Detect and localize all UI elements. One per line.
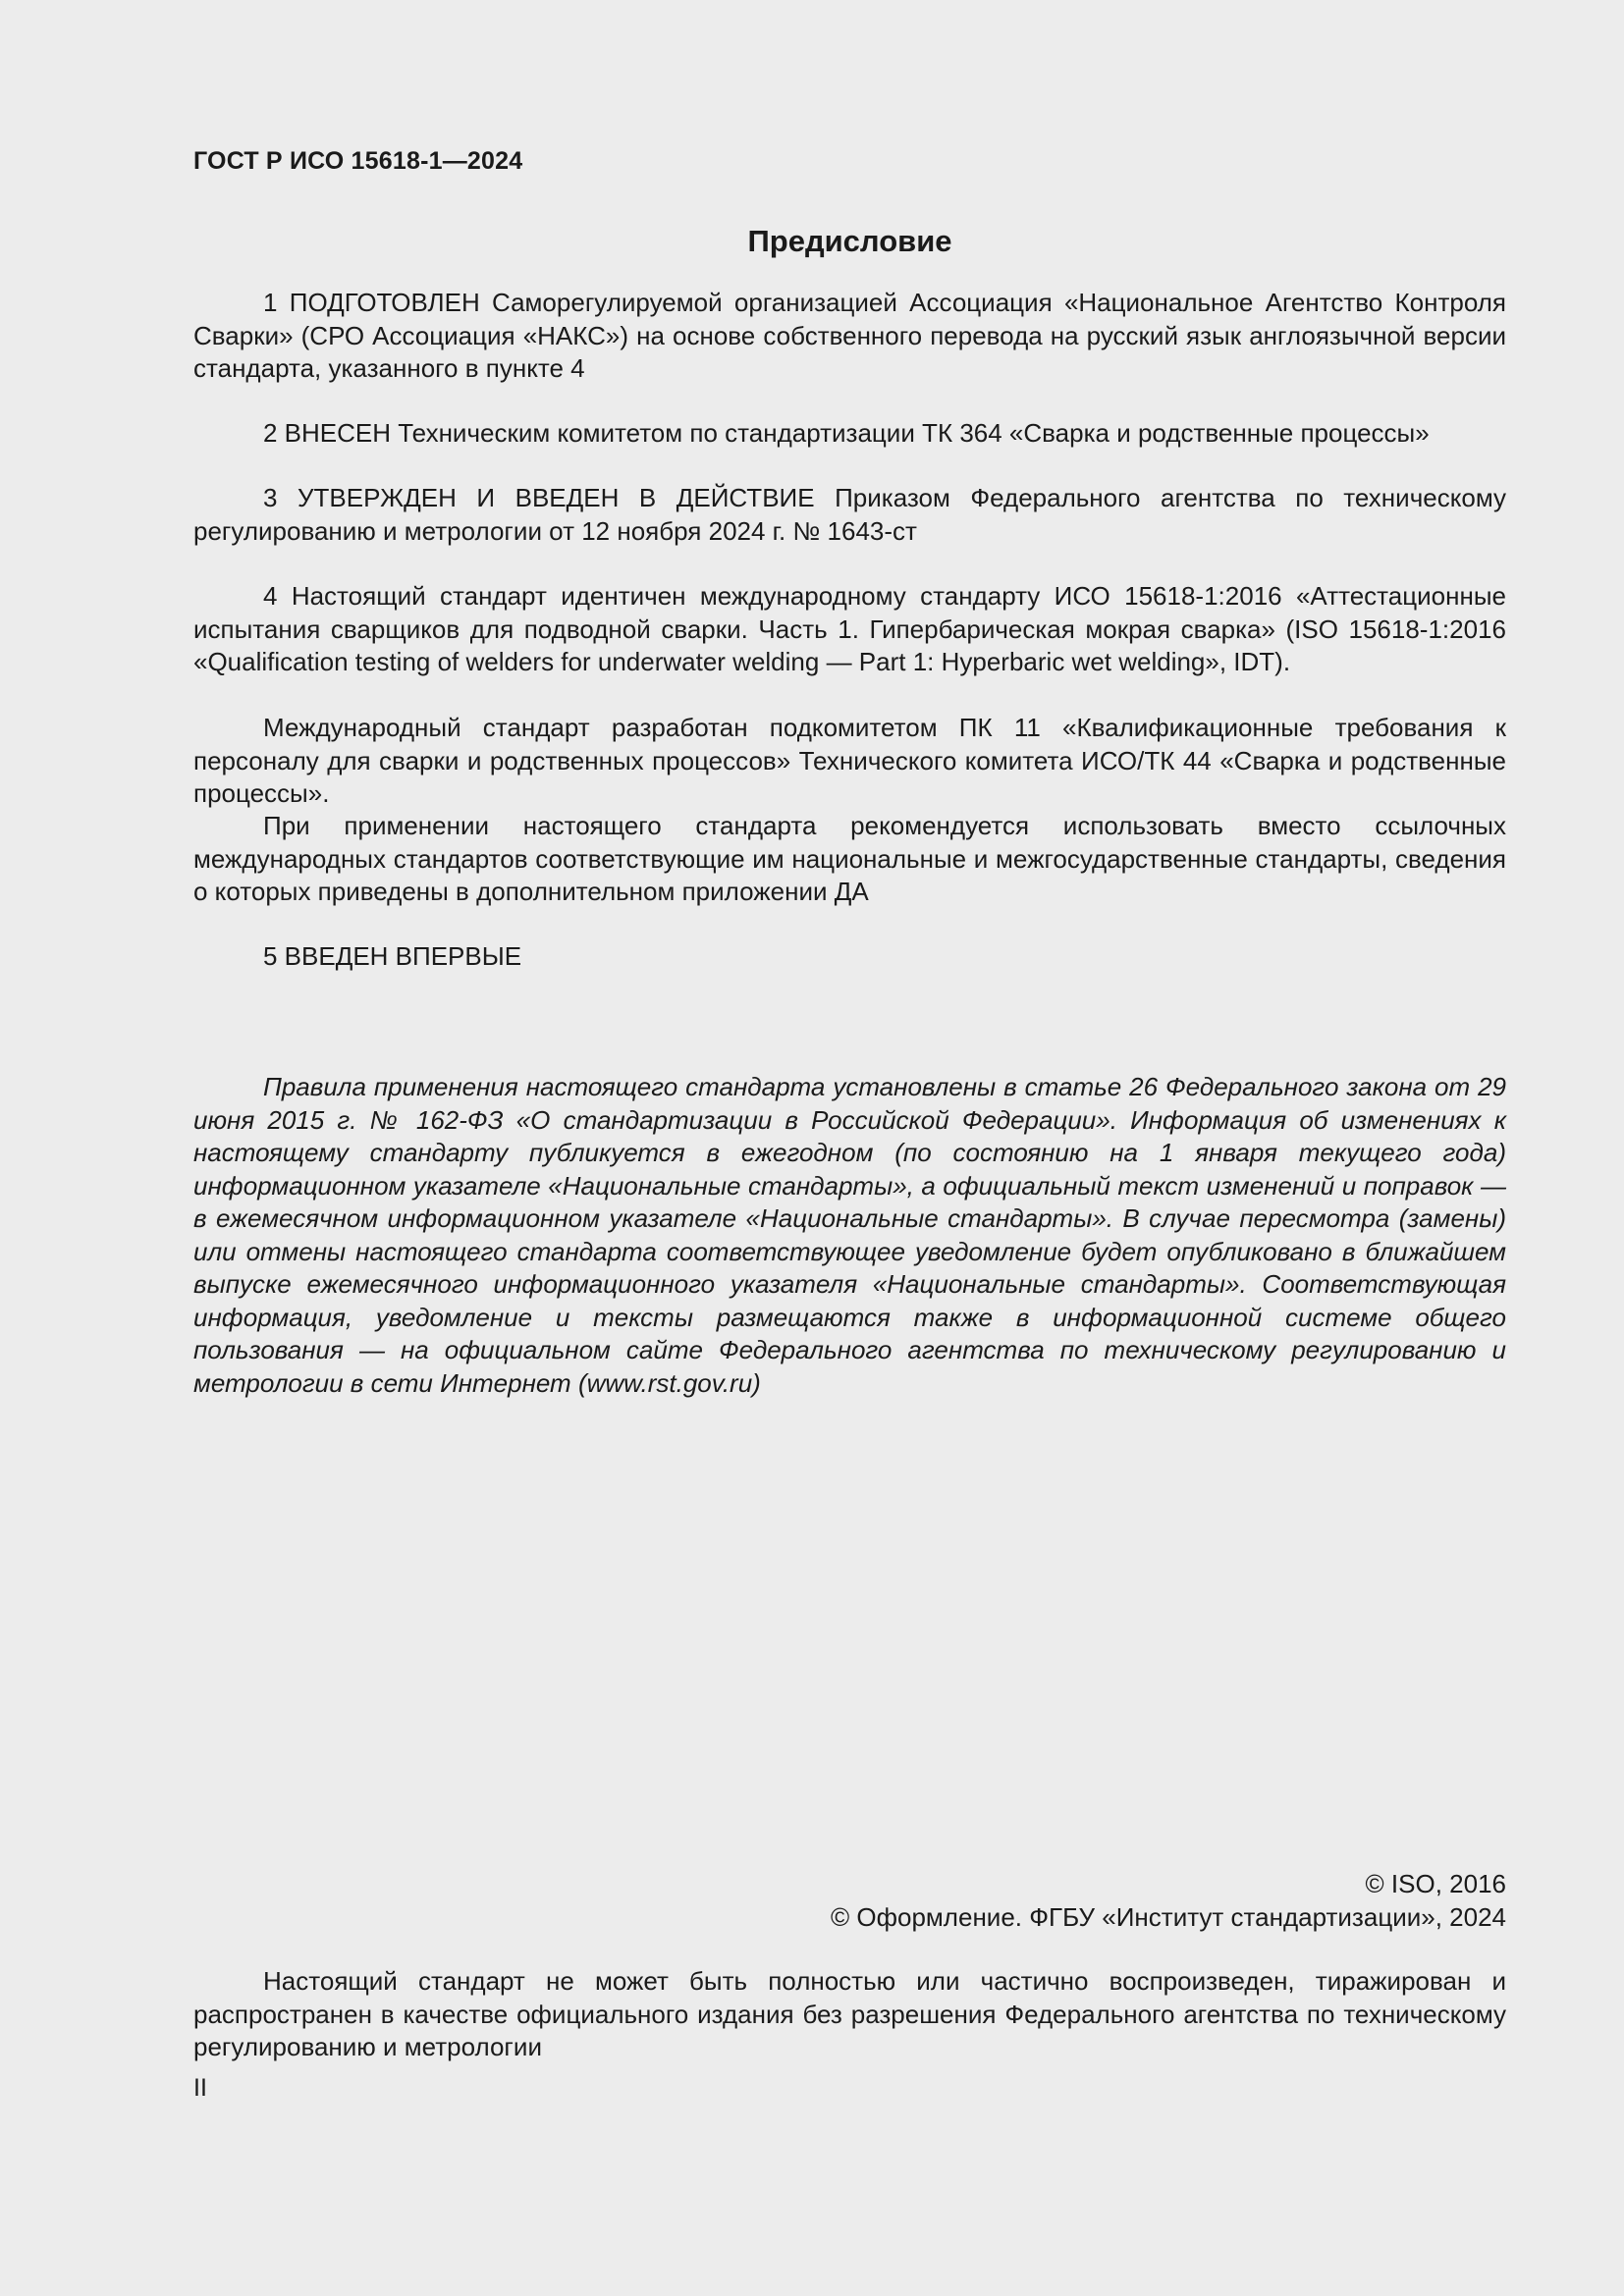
foreword-item-5: 5 ВВЕДЕН ВПЕРВЫЕ — [263, 941, 522, 971]
foreword-item-3: 3 УТВЕРЖДЕН И ВВЕДЕН В ДЕЙСТВИЕ Приказом Федерального агентства по техническому регулированию и метрологии от 12 ноября 2024 г. № 1643-ст — [193, 483, 1506, 546]
page-number: II — [193, 2074, 207, 2102]
document-page — [193, 0, 1506, 2296]
foreword-item-1: 1 ПОДГОТОВЛЕН Саморегулируемой организацией Ассоциация «Национальное Агентство Контроля Сварки» (СРО Ассоциация «НАКС») на основе собственного перевода на русский язык англоязычной версии стандарта, указанного в пункте 4 — [193, 288, 1506, 383]
foreword-item-2: 2 ВНЕСЕН Техническим комитетом по стандартизации ТК 364 «Сварка и родственные процессы» — [263, 418, 1430, 448]
foreword-item-4: 4 Настоящий стандарт идентичен международному стандарту ИСО 15618-1:2016 «Аттестационные испытания сварщиков для подводной сварки. Часть 1. Гипербарическая мокрая сварка» (ISO 15618-1:2016 «Qualification testing of welders for underwater welding — Part 1: Hyperbaric wet welding», IDT). — [193, 581, 1506, 676]
page-title: Предисловие — [747, 224, 952, 258]
copyright-iso: © ISO, 2016 — [1365, 1869, 1506, 1898]
document-code-header: ГОСТ Р ИСО 15618-1—2024 — [193, 147, 523, 175]
foreword-item-4-paragraph-2: Международный стандарт разработан подкомитетом ПК 11 «Квалификационные требования к персоналу для сварки и родственных процессов» Технического комитета ИСО/ТК 44 «Сварка и родственные процессы». — [193, 713, 1506, 808]
reproduction-notice: Настоящий стандарт не может быть полностью или частично воспроизведен, тиражирован и распространен в качестве официального издания без разрешения Федерального агентства по техническому регулированию и метрологии — [193, 1966, 1506, 2061]
copyright-design: © Оформление. ФГБУ «Институт стандартизации», 2024 — [831, 1902, 1506, 1932]
application-rules-notice: Правила применения настоящего стандарта установлены в статье 26 Федерального закона от 29 июня 2015 г. № 162-ФЗ «О стандартизации в Российской Федерации». Информация об изменениях к настоящему стандарту публикуется в ежегодном (по состоянию на 1 января текущего года) информационном указателе «Национальные стандарты», а официальный текст изменений и поправок — в ежемесячном информационном указателе «Национальные стандарты». В случае пересмотра (замены) или отмены настоящего стандарта соответствующее уведомление будет опубликовано в ближайшем выпуске ежемесячного информационного указателя «Национальные стандарты». Соответствующая информация, уведомление и тексты размещаются также в информационной системе общего пользования — на официальном сайте Федерального агентства по техническому регулированию и метрологии в сети Интернет (www.rst.gov.ru) — [193, 1072, 1506, 1398]
foreword-item-4-paragraph-3: При применении настоящего стандарта рекомендуется использовать вместо ссылочных международных стандартов соответствующие им национальные и межгосударственные стандарты, сведения о которых приведены в дополнительном приложении ДА — [193, 811, 1506, 906]
